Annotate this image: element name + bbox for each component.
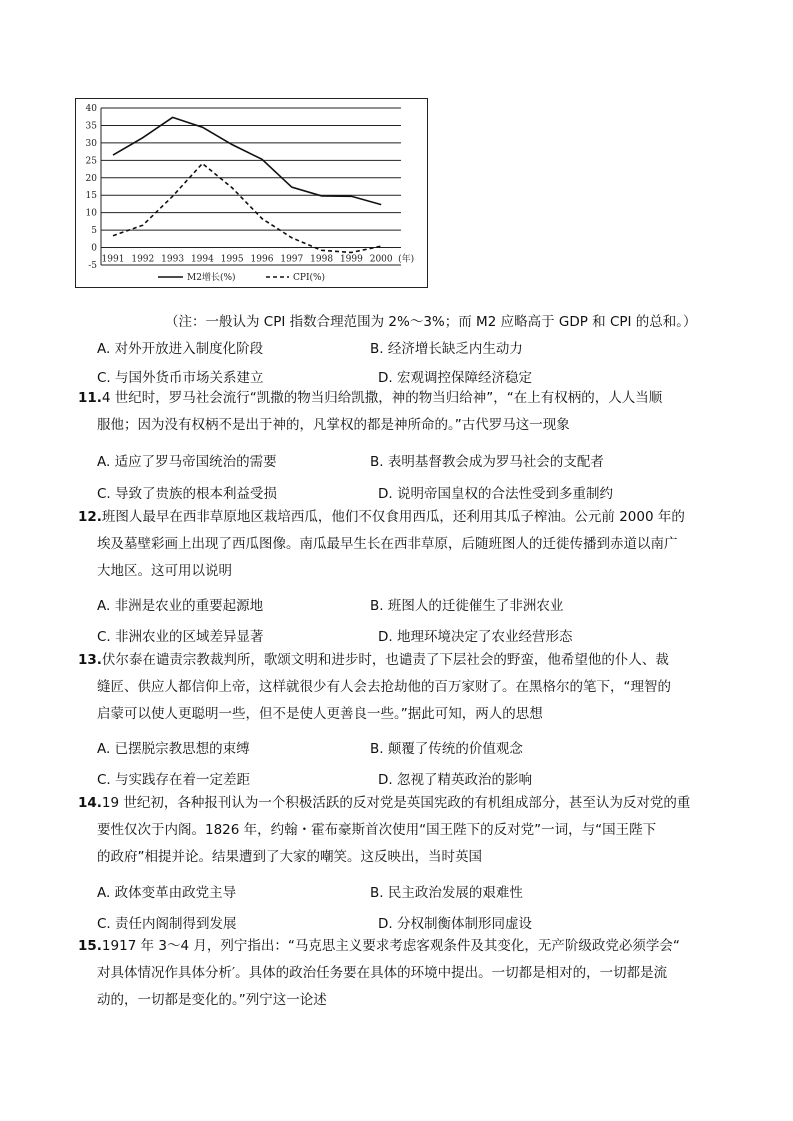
q13-line-3: 启蒙可以使人更聪明一些，但不是使人更善良一些。”据此可知，两人的思想	[97, 706, 543, 722]
q13-option-a: A. 已摆脱宗教思想的束缚	[97, 741, 250, 757]
x-tick-label: 1998	[310, 254, 334, 265]
x-tick-label: 1993	[161, 254, 185, 265]
series-line-cpi	[113, 163, 381, 252]
q10-option-d: D. 宏观调控保障经济稳定	[378, 370, 532, 386]
line-chart	[76, 99, 429, 289]
q15-line-1: 1917 年 3～4 月，列宁指出：“马克思主义要求考虑客观条件及其变化，无产阶级政党必须学会“	[101, 938, 680, 954]
q11-option-a: A. 适应了罗马帝国统治的需要	[97, 454, 277, 470]
q11-option-c: C. 导致了贵族的根本利益受损	[97, 486, 278, 502]
y-tick-label: 5	[91, 226, 97, 237]
q13-option-b: B. 颠覆了传统的价值观念	[370, 741, 523, 757]
q14-option-c: C. 责任内阁制得到发展	[97, 916, 237, 932]
y-tick-label: 30	[85, 138, 97, 149]
legend-label-cpi: CPI(%)	[293, 273, 326, 283]
q12-number: 12.	[78, 509, 102, 525]
q15-stem	[78, 933, 698, 1014]
y-tick-label: 25	[85, 156, 97, 167]
q13-line-1: 伏尔泰在谴责宗教裁判所，歌颂文明和进步时，也谴责了下层社会的野蛮，他希望他的仆人、裁	[101, 652, 669, 668]
q15-line-2: 对具体情况作具体分析′。具体的政治任务要在具体的环境中提出。一切都是相对的，一切都是流	[97, 965, 668, 981]
y-tick-label: 0	[91, 243, 97, 254]
q12-option-d: D. 地理环境决定了农业经营形态	[378, 629, 573, 645]
q14-option-d: D. 分权制衡体制形同虚设	[378, 916, 532, 932]
q13-stem	[78, 647, 698, 728]
q12-line-2: 埃及墓壁彩画上出现了西瓜图像。南瓜最早生长在西非草原，后随班图人的迁徙传播到赤道以南广	[97, 536, 678, 552]
y-tick-label: -5	[88, 261, 97, 271]
y-tick-label: 15	[85, 191, 97, 202]
q11-stem	[78, 385, 698, 439]
x-tick-label: 1995	[220, 254, 244, 265]
x-tick-label: 2000	[369, 254, 393, 265]
q15-line-3: 动的，一切都是变化的。”列宁这一论述	[97, 992, 327, 1008]
q12-line-3: 大地区。这可用以说明	[97, 563, 232, 579]
legend-label-m2: M2增长(%)	[187, 273, 236, 283]
q10-option-c: C. 与国外货币市场关系建立	[97, 370, 264, 386]
x-tick-label: 1997	[280, 254, 304, 265]
q10-option-a: A. 对外开放进入制度化阶段	[97, 341, 264, 357]
chart-note: （注：一般认为 CPI 指数合理范围为 2%～3%；而 M2 应略高于 GDP 和 CPI 的总和。）	[165, 314, 697, 330]
q11-option-d: D. 说明帝国皇权的合法性受到多重制约	[378, 486, 613, 502]
q12-option-c: C. 非洲农业的区域差异显著	[97, 629, 264, 645]
series-line-m2	[113, 117, 381, 204]
q15-number: 15.	[78, 938, 102, 954]
x-tick-label: 1992	[131, 254, 155, 265]
y-tick-label: 35	[85, 121, 97, 132]
q11-line-1: 4 世纪时，罗马社会流行“凯撒的物当归给凯撒，神的物当归给神”，“在上有权柄的，人人当顺	[101, 390, 663, 406]
y-tick-label: 20	[85, 173, 97, 184]
q13-line-2: 缝匠、供应人都信仰上帝，这样就很少有人会去抢劫他的百万家财了。在黑格尔的笔下，“理智的	[97, 679, 671, 695]
q14-stem	[78, 790, 698, 871]
x-tick-label: 1999	[339, 254, 363, 265]
q11-option-b: B. 表明基督教会成为罗马社会的支配者	[370, 454, 604, 470]
q12-line-1: 班图人最早在西非草原地区栽培西瓜，他们不仅食用西瓜，还利用其瓜子榨油。公元前 2000 年的	[101, 509, 685, 525]
q14-line-3: 的政府”相提并论。结果遭到了大家的嘲笑。这反映出，当时英国	[97, 849, 482, 865]
q14-line-1: 19 世纪初，各种报刊认为一个积极活跃的反对党是英国宪政的有机组成部分，甚至认为反对党的重	[101, 795, 691, 811]
q14-number: 14.	[78, 795, 102, 811]
q14-line-2: 要性仅次于内阁。1826 年，约翰・霍布豪斯首次使用“国王陛下的反对党”一词，与“国王陛下	[97, 822, 657, 838]
q11-line-2: 服他；因为没有权柄不是出于神的，凡掌权的都是神所命的。”古代罗马这一现象	[97, 417, 570, 433]
q14-option-b: B. 民主政治发展的艰难性	[370, 885, 523, 901]
q12-option-b: B. 班图人的迁徙催生了非洲农业	[370, 598, 564, 614]
q11-number: 11.	[78, 390, 102, 406]
x-tick-label: 1991	[101, 254, 125, 265]
x-unit-label: (年)	[398, 254, 415, 265]
chart-figure	[75, 98, 428, 288]
x-tick-label: 1996	[250, 254, 274, 265]
q12-option-a: A. 非洲是农业的重要起源地	[97, 598, 264, 614]
q14-option-a: A. 政体变革由政党主导	[97, 885, 237, 901]
q12-stem	[78, 504, 698, 585]
q13-number: 13.	[78, 652, 102, 668]
x-tick-label: 1994	[190, 254, 214, 265]
q13-option-c: C. 与实践存在着一定差距	[97, 772, 251, 788]
y-tick-label: 40	[85, 104, 97, 114]
q10-option-b: B. 经济增长缺乏内生动力	[370, 341, 523, 357]
q13-option-d: D. 忽视了精英政治的影响	[378, 772, 532, 788]
y-tick-label: 10	[85, 208, 97, 219]
